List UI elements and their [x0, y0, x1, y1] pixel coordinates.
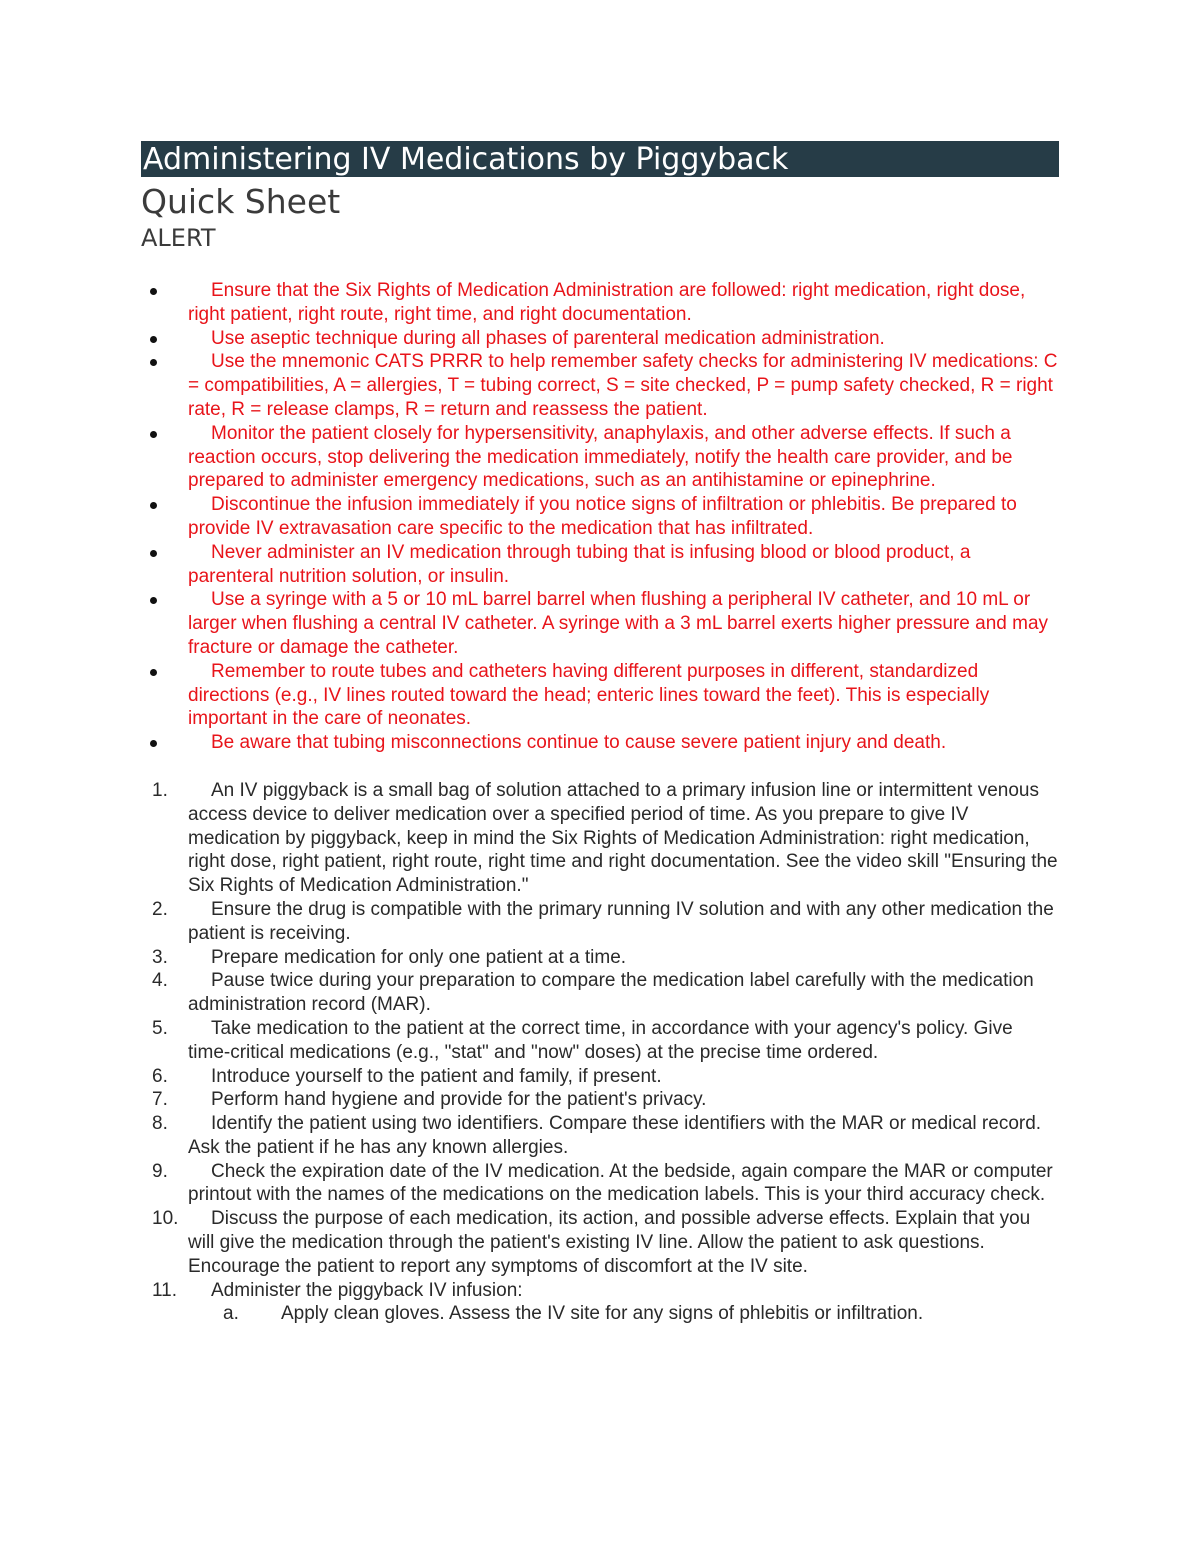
steps-list [141, 779, 1059, 1303]
alert-item-text: Ensure that the Six Rights of Medication Administration are followed: right medication, right dose, right patient, right route, right time, and right documentation. [188, 280, 1026, 325]
step-number: 11. [152, 1279, 178, 1301]
alert-item [141, 350, 1059, 421]
step-text: Perform hand hygiene and provide for the patient's privacy. [211, 1089, 707, 1111]
alert-item [141, 327, 1059, 351]
step-item [141, 946, 1059, 970]
substep-letter: a. [223, 1303, 239, 1325]
step-number: 2. [152, 898, 168, 920]
step-item [141, 1017, 1059, 1065]
alert-item [141, 588, 1059, 659]
step-number: 3. [152, 946, 168, 968]
step-text: Introduce yourself to the patient and family, if present. [211, 1065, 662, 1087]
bullet-icon [150, 502, 157, 509]
bullet-icon [150, 288, 157, 295]
step-number: 4. [152, 970, 168, 992]
alert-list [141, 279, 1059, 755]
bullet-icon [150, 550, 157, 557]
alert-item [141, 660, 1059, 731]
alert-item [141, 541, 1059, 589]
step-number: 8. [152, 1113, 168, 1135]
step-number: 9. [152, 1160, 168, 1182]
alert-item-text: Remember to route tubes and catheters having different purposes in different, standardized directions (e.g., IV lines routed toward the head; enteric lines toward the feet). This is especially important in the care of neonates. [188, 660, 990, 730]
alert-item-text: Use a syringe with a 5 or 10 mL barrel barrel when flushing a peripheral IV catheter, and 10 mL or larger when flushing a central IV catheter. A syringe with a 3 mL barrel exerts higher pressure and may fracture or damage the catheter. [188, 589, 1049, 658]
step-item [141, 969, 1059, 1017]
bullet-icon [150, 669, 157, 676]
bullet-icon [150, 740, 157, 747]
step-item [141, 1160, 1059, 1208]
step-item [141, 1065, 1059, 1089]
substeps-list [141, 1302, 1059, 1326]
step-item [141, 1112, 1059, 1160]
step-item [141, 898, 1059, 946]
bullet-icon [150, 359, 157, 366]
alert-item-text: Monitor the patient closely for hypersensitivity, anaphylaxis, and other adverse effects. If such a reaction occurs, stop delivering the medication immediately, notify the health care provider, and be prepared to administer emergency medications, such as an antihistamine or epinephrine. [188, 422, 1013, 492]
step-text: Discuss the purpose of each medication, its action, and possible adverse effects. Explain that you will give the medication through the patient's existing IV line. Allow the patient to ask questions. Encourage the patient to report any symptoms of discomfort at the IV site. [188, 1208, 1031, 1277]
alert-item-text: Use the mnemonic CATS PRRR to help remember safety checks for administering IV medications: C = compatibilities, A = allergies, T = tubing correct, S = site checked, P = pump safety checked, R = right rate, R = release clamps, R = return and reassess the patient. [188, 351, 1058, 420]
step-item [141, 1088, 1059, 1112]
substep-text: Apply clean gloves. Assess the IV site for any signs of phlebitis or infiltration. [281, 1303, 924, 1325]
step-text: Pause twice during your preparation to compare the medication label carefully with the medication administration record (MAR). [188, 970, 1034, 1016]
step-item [141, 1279, 1059, 1303]
bullet-icon [150, 336, 157, 343]
step-number: 10. [152, 1208, 179, 1230]
alert-item-text: Use aseptic technique during all phases of parenteral medication administration. [211, 327, 885, 349]
step-text: An IV piggyback is a small bag of solution attached to a primary infusion line or intermittent venous access device to deliver medication over a specified period of time. As you prepare to give IV medication by piggyback, keep in mind the Six Rights of Medication Administration: right medication, right dose, right patient, right route, right time and right documentation. See the video skill "Ensuring the Six Rights of Medication Administration." [188, 779, 1058, 897]
step-text: Check the expiration date of the IV medication. At the bedside, again compare the MAR or computer printout with the names of the medications on the medication labels. This is your third accuracy check. [188, 1160, 1053, 1206]
step-text: Administer the piggyback IV infusion: [211, 1279, 523, 1301]
step-text: Prepare medication for only one patient at a time. [211, 946, 627, 968]
alert-item [141, 493, 1059, 541]
document-page [141, 141, 1059, 1326]
step-number: 5. [152, 1017, 168, 1039]
document-subtitle: Quick Sheet [141, 182, 341, 221]
alert-item-text: Never administer an IV medication through tubing that is infusing blood or blood product, a parenteral nutrition solution, or insulin. [188, 541, 971, 587]
alert-item-text: Be aware that tubing misconnections continue to cause severe patient injury and death. [211, 732, 947, 754]
alert-item-text: Discontinue the infusion immediately if you notice signs of infiltration or phlebitis. Be prepared to provide IV extravasation care specific to the medication that has infiltrated. [188, 494, 1017, 539]
alert-heading: ALERT [141, 224, 216, 252]
step-number: 6. [152, 1065, 168, 1087]
step-text: Ensure the drug is compatible with the primary running IV solution and with any other medication the patient is receiving. [188, 898, 1054, 944]
substep-item [141, 1302, 1059, 1326]
step-number: 1. [152, 779, 168, 801]
alert-item [141, 422, 1059, 493]
document-title: Administering IV Medications by Piggyback [141, 141, 1059, 177]
step-number: 7. [152, 1089, 168, 1111]
step-item [141, 779, 1059, 898]
step-text: Identify the patient using two identifiers. Compare these identifiers with the MAR or medical record. Ask the patient if he has any known allergies. [188, 1113, 1042, 1158]
bullet-icon [150, 597, 157, 604]
step-item [141, 1207, 1059, 1278]
bullet-icon [150, 431, 157, 438]
step-text: Take medication to the patient at the correct time, in accordance with your agency's policy. Give time-critical medications (e.g., "stat" and "now" doses) at the precise time ordered. [188, 1017, 1013, 1063]
alert-item [141, 731, 1059, 755]
alert-item [141, 279, 1059, 327]
